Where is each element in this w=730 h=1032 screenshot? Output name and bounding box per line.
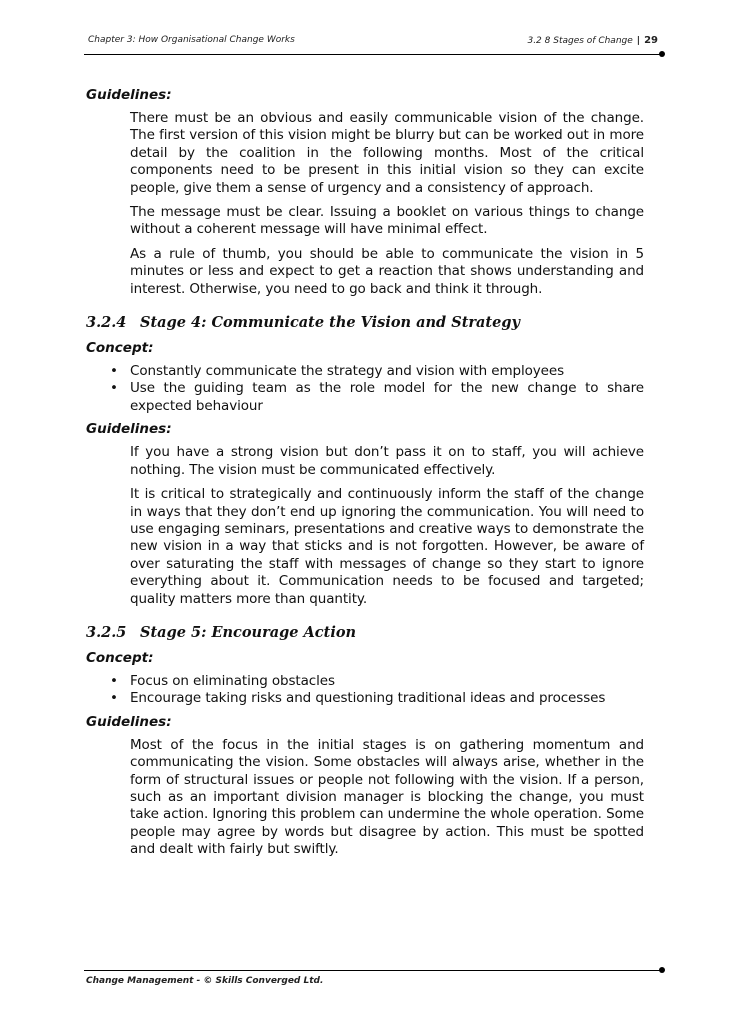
rule-end-dot [659,51,665,57]
list-item [110,380,644,415]
page-body [86,87,646,866]
header-separator: | [636,36,641,46]
section-heading-stage-4 [86,314,646,332]
list-item [110,363,644,380]
rule-end-dot [659,967,665,973]
bullet-icon: • [110,690,118,707]
body-paragraph: As a rule of thumb, you should be able to communicate the vision in 5 minutes or less and expect to get a reaction that shows understanding and interest. Otherwise, you need to go back and think it through. [130,245,644,297]
header-rule [84,54,662,55]
concept-label: Concept: [86,340,154,357]
list-item [110,673,644,690]
concept-label: Concept: [86,649,154,666]
section-title: Stage 5: Encourage Action [140,623,357,641]
guidelines-label: Guidelines: [86,421,172,438]
page-footer: Change Management - © Skills Converged Ltd. [86,976,324,986]
body-paragraph: Most of the focus in the initial stages is on gathering momentum and communicating the vision. Some obstacles will always arise, whether in the form of structural issues or people not following with the vision. If a person, such as an important division manager is blocking the change, you must take action. Ignoring this problem can undermine the whole operation. Some people may agree by words but disagree by action. This must be spotted and dealt with fairly but swiftly. [130,736,644,858]
section-number: 3.2.5 [86,623,127,641]
concept-list [110,673,644,708]
list-item-text: Focus on eliminating obstacles [130,672,335,689]
header-right [527,35,658,46]
list-item-text: Use the guiding team as the role model for the new change to share expected behaviour [130,380,644,414]
bullet-icon: • [110,672,118,689]
footer-rule [84,970,662,971]
list-item [110,690,644,707]
guidelines-label: Guidelines: [86,713,172,730]
list-item-text: Constantly communicate the strategy and vision with employees [130,363,565,380]
section-heading-stage-5 [86,624,646,642]
bullet-icon: • [110,380,118,397]
body-paragraph: The message must be clear. Issuing a booklet on various things to change without a coherent message will have minimal effect. [130,204,644,238]
section-number: 3.2.4 [86,314,127,332]
chapter-title: Chapter 3: How Organisational Change Works [88,35,295,45]
page-number: 29 [644,35,658,46]
bullet-icon: • [110,363,118,380]
concept-list [110,363,644,415]
body-paragraph: There must be an obvious and easily communicable vision of the change. The first version of this vision might be blurry but can be worked out in more detail by the coalition in the following months. Most of the critical components need to be present in this initial vision so they can excite people, give them a sense of urgency and a consistency of approach. [130,110,644,196]
body-paragraph: It is critical to strategically and continuously inform the staff of the change in ways that they don’t end up ignoring the communication. You will need to use engaging seminars, presentations and creative ways to demonstrate the new vision in a way that sticks and is not forgotten. However, be aware of over saturating the staff with messages of change so they start to ignore everything about it. Communication needs to be focused and targeted; quality matters more than quantity. [130,486,644,607]
guidelines-label: Guidelines: [86,87,172,103]
page-header [88,35,658,49]
list-item-text: Encourage taking risks and questioning traditional ideas and processes [130,690,606,707]
body-paragraph: If you have a strong vision but don’t pass it on to staff, you will achieve nothing. The vision must be communicated effectively. [130,444,644,478]
section-title: 3.2 8 Stages of Change [527,36,633,46]
section-title: Stage 4: Communicate the Vision and Strategy [140,314,520,332]
